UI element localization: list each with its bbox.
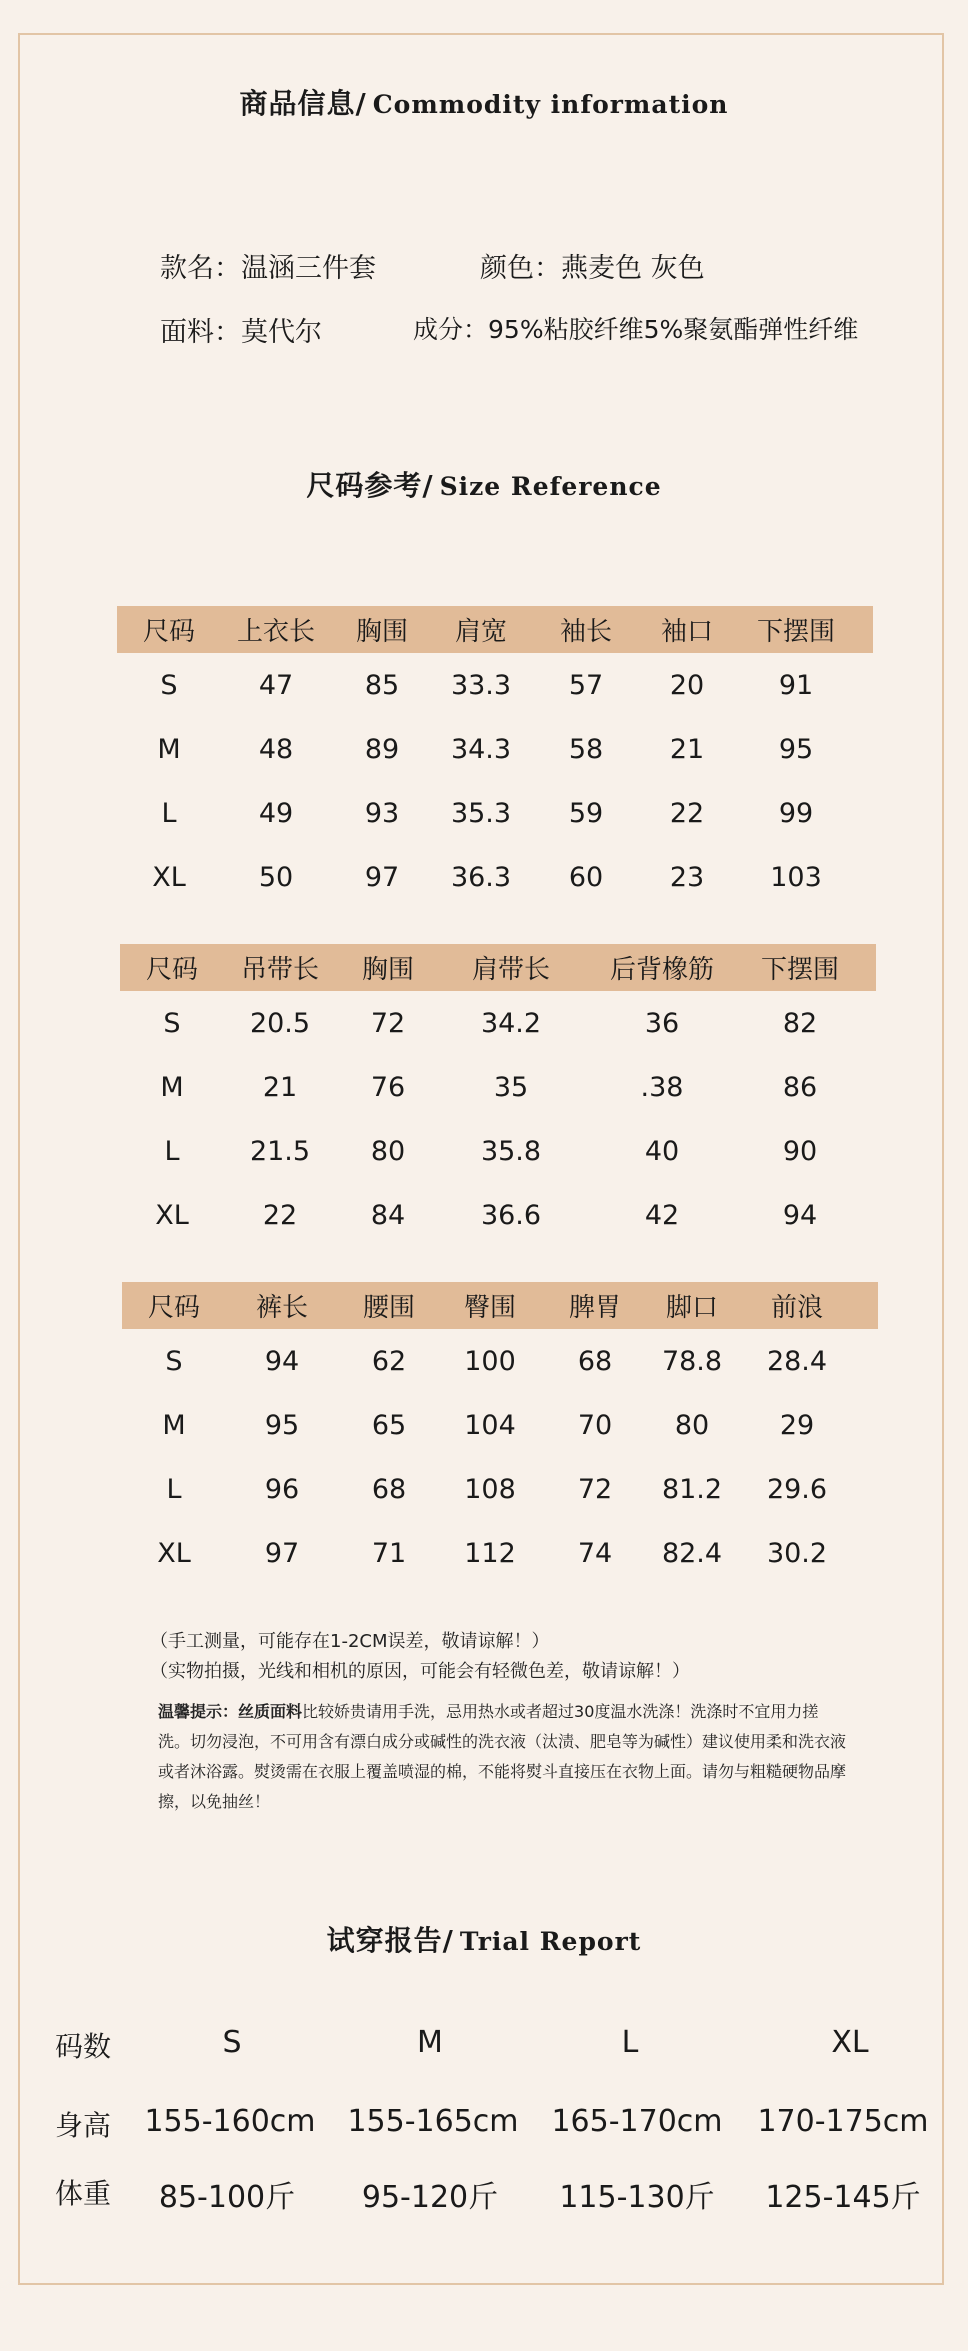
table-cell: 21.5 (249, 1135, 311, 1167)
header-cell: 脚口 (665, 1293, 718, 1323)
table-cell: L (166, 1473, 182, 1505)
table-row (122, 1521, 878, 1585)
table-cell: 81.2 (661, 1473, 723, 1505)
size-reference-title-cn: 尺码参考/ (306, 469, 434, 502)
header-cell: 袖口 (660, 617, 713, 647)
table-row (117, 781, 873, 845)
table-cell: 42 (644, 1199, 680, 1231)
table-cell: 20 (669, 669, 705, 701)
header-cell: 脾胃 (568, 1293, 621, 1323)
commodity-title (0, 82, 968, 122)
table-cell: S (160, 669, 178, 701)
trial-size: L (621, 2025, 639, 2060)
table-cell: 85 (364, 669, 400, 701)
measurement-note: （手工测量，可能存在1-2CM误差，敬请谅解！） (150, 1631, 550, 1652)
header-cell: 上衣长 (236, 617, 315, 647)
size-table-camisole (120, 944, 876, 1247)
trial-height: 155-160cm (144, 2104, 316, 2139)
table-cell: 94 (264, 1345, 300, 1377)
trial-weight: 125-145斤 (765, 2180, 921, 2215)
table-cell: 82 (782, 1007, 818, 1039)
table-cell: 22 (669, 797, 705, 829)
header-cell: 肩宽 (454, 617, 507, 647)
table-cell: 99 (778, 797, 814, 829)
table-cell: 57 (568, 669, 604, 701)
composition-field (413, 310, 858, 346)
table-cell: 36.3 (450, 861, 512, 893)
trial-weight: 95-120斤 (361, 2180, 499, 2215)
composition-label: 成分： (413, 315, 489, 344)
trial-size: M (417, 2025, 443, 2060)
table-header (120, 944, 876, 991)
header-cell: 腰围 (362, 1293, 415, 1323)
fabric-value: 莫代尔 (241, 317, 322, 348)
header-cell: 袖长 (559, 617, 612, 647)
table-cell: 40 (644, 1135, 680, 1167)
header-cell: 尺码 (142, 617, 195, 647)
table-cell: 104 (464, 1409, 516, 1441)
table-cell: 94 (782, 1199, 818, 1231)
table-cell: 84 (370, 1199, 406, 1231)
size-reference-title (0, 464, 968, 504)
table-cell: 95 (778, 733, 814, 765)
trial-report-title (0, 1919, 968, 1959)
table-cell: 103 (770, 861, 822, 893)
table-cell: 112 (464, 1537, 516, 1569)
table-cell: M (157, 733, 181, 765)
table-cell: 72 (370, 1007, 406, 1039)
trial-heights-row (0, 2104, 968, 2154)
color-value: 燕麦色 灰色 (561, 253, 705, 284)
header-cell: 后背橡筋 (609, 955, 714, 985)
table-cell: 48 (258, 733, 294, 765)
table-cell: 58 (568, 733, 604, 765)
table-cell: L (164, 1135, 180, 1167)
table-cell: 47 (258, 669, 294, 701)
table-cell: 76 (370, 1071, 406, 1103)
table-row (120, 991, 876, 1055)
header-cell: 吊带长 (240, 955, 319, 985)
header-cell: 肩带长 (471, 955, 550, 985)
trial-height: 170-175cm (757, 2104, 929, 2139)
table-cell: 21 (669, 733, 705, 765)
table-cell: 97 (364, 861, 400, 893)
care-tips-text: 比较娇贵请用手洗，忌用热水或者超过30度温水洗涤！洗涤时不宜用力搓洗。切勿浸泡，不可用含有漂白成分或碱性的洗衣液（汰渍、肥皂等为碱性）建议使用柔和洗衣液或者沐浴露。熨烫需在衣服上覆盖喷湿的棉，不能将熨斗直接压在衣物上面。请勿与粗糙硬物品摩擦，以免抽丝！ (158, 1702, 847, 1811)
table-cell: 59 (568, 797, 604, 829)
table-cell: 78.8 (661, 1345, 723, 1377)
table-cell: 80 (674, 1409, 710, 1441)
table-cell: 33.3 (450, 669, 512, 701)
table-cell: 50 (258, 861, 294, 893)
table-cell: 89 (364, 733, 400, 765)
color-note: （实物拍摄，光线和相机的原因，可能会有轻微色差，敬请谅解！） (150, 1661, 690, 1682)
commodity-title-cn: 商品信息/ (239, 87, 367, 120)
care-tips-strong: 丝质面料 (238, 1702, 303, 1721)
header-cell: 下摆围 (760, 955, 839, 985)
weight-label: 体重 (55, 2177, 112, 2210)
header-cell: 前浪 (770, 1293, 823, 1323)
table-cell: XL (157, 1537, 191, 1569)
size-label: 码数 (55, 2030, 112, 2063)
trial-report-title-en: Trial Report (459, 1927, 642, 1956)
table-cell: 96 (264, 1473, 300, 1505)
header-cell: 臀围 (463, 1293, 516, 1323)
table-cell: 34.2 (480, 1007, 542, 1039)
table-cell: M (162, 1409, 186, 1441)
header-cell: 尺码 (147, 1293, 200, 1323)
table-cell: 36.6 (480, 1199, 542, 1231)
table-cell: 72 (577, 1473, 613, 1505)
table-cell: 29.6 (766, 1473, 828, 1505)
table-cell: XL (155, 1199, 189, 1231)
composition-value: 95%粘胶纤维5%聚氨酯弹性纤维 (488, 315, 859, 344)
care-tips (158, 1697, 848, 1817)
table-cell: 29 (779, 1409, 815, 1441)
size-reference-title-en: Size Reference (439, 472, 662, 501)
header-cell: 尺码 (145, 955, 198, 985)
table-cell: 100 (464, 1345, 516, 1377)
trial-height: 165-170cm (551, 2104, 723, 2139)
header-cell: 胸围 (361, 955, 414, 985)
table-cell: S (163, 1007, 181, 1039)
style-name-label: 款名： (160, 253, 241, 284)
commodity-title-en: Commodity information (372, 90, 729, 119)
table-cell: 36 (644, 1007, 680, 1039)
table-row (117, 845, 873, 909)
table-cell: 65 (371, 1409, 407, 1441)
table-cell: 62 (371, 1345, 407, 1377)
fabric-label: 面料： (160, 317, 241, 348)
table-cell: 90 (782, 1135, 818, 1167)
table-cell: 82.4 (661, 1537, 723, 1569)
trial-weight: 85-100斤 (158, 2180, 296, 2215)
table-cell: 68 (577, 1345, 613, 1377)
table-cell: 80 (370, 1135, 406, 1167)
table-cell: 71 (371, 1537, 407, 1569)
table-cell: 91 (778, 669, 814, 701)
table-cell: 20.5 (249, 1007, 311, 1039)
fabric-field (160, 310, 322, 349)
size-table-pants (122, 1282, 878, 1585)
table-cell: S (165, 1345, 183, 1377)
table-header (122, 1282, 878, 1329)
trial-size: XL (831, 2025, 869, 2060)
table-cell: 34.3 (450, 733, 512, 765)
table-cell: 74 (577, 1537, 613, 1569)
table-cell: 93 (364, 797, 400, 829)
trial-height: 155-165cm (347, 2104, 519, 2139)
table-cell: 35.3 (450, 797, 512, 829)
header-cell: 裤长 (255, 1293, 308, 1323)
table-cell: .38 (640, 1071, 684, 1103)
style-name-value: 温涵三件套 (241, 253, 376, 284)
style-name-field (160, 246, 376, 285)
color-label: 颜色： (480, 253, 561, 284)
height-label: 身高 (55, 2109, 112, 2142)
table-cell: 108 (464, 1473, 516, 1505)
table-cell: 60 (568, 861, 604, 893)
table-cell: 70 (577, 1409, 613, 1441)
table-cell: 68 (371, 1473, 407, 1505)
trial-sizes-row (0, 2025, 968, 2075)
table-cell: 22 (262, 1199, 298, 1231)
table-cell: XL (152, 861, 186, 893)
care-tips-label: 温馨提示： (158, 1702, 239, 1721)
table-row (120, 1055, 876, 1119)
table-row (117, 717, 873, 781)
table-cell: M (160, 1071, 184, 1103)
table-cell: 49 (258, 797, 294, 829)
table-row (120, 1119, 876, 1183)
table-cell: 28.4 (766, 1345, 828, 1377)
color-field (480, 246, 705, 285)
table-cell: 35.8 (480, 1135, 542, 1167)
table-cell: 21 (262, 1071, 298, 1103)
table-header (117, 606, 873, 653)
header-cell: 下摆围 (756, 617, 835, 647)
table-cell: 35 (493, 1071, 529, 1103)
table-row (122, 1393, 878, 1457)
header-cell: 胸围 (355, 617, 408, 647)
table-row (117, 653, 873, 717)
table-row (122, 1329, 878, 1393)
table-row (120, 1183, 876, 1247)
table-cell: L (161, 797, 177, 829)
table-cell: 30.2 (766, 1537, 828, 1569)
table-row (122, 1457, 878, 1521)
table-cell: 86 (782, 1071, 818, 1103)
table-cell: 23 (669, 861, 705, 893)
trial-report-title-cn: 试穿报告/ (326, 1924, 454, 1957)
table-cell: 95 (264, 1409, 300, 1441)
trial-size: S (222, 2025, 242, 2060)
trial-weight: 115-130斤 (559, 2180, 715, 2215)
trial-weights-row (0, 2172, 968, 2222)
table-cell: 97 (264, 1537, 300, 1569)
size-table-top (117, 606, 873, 909)
